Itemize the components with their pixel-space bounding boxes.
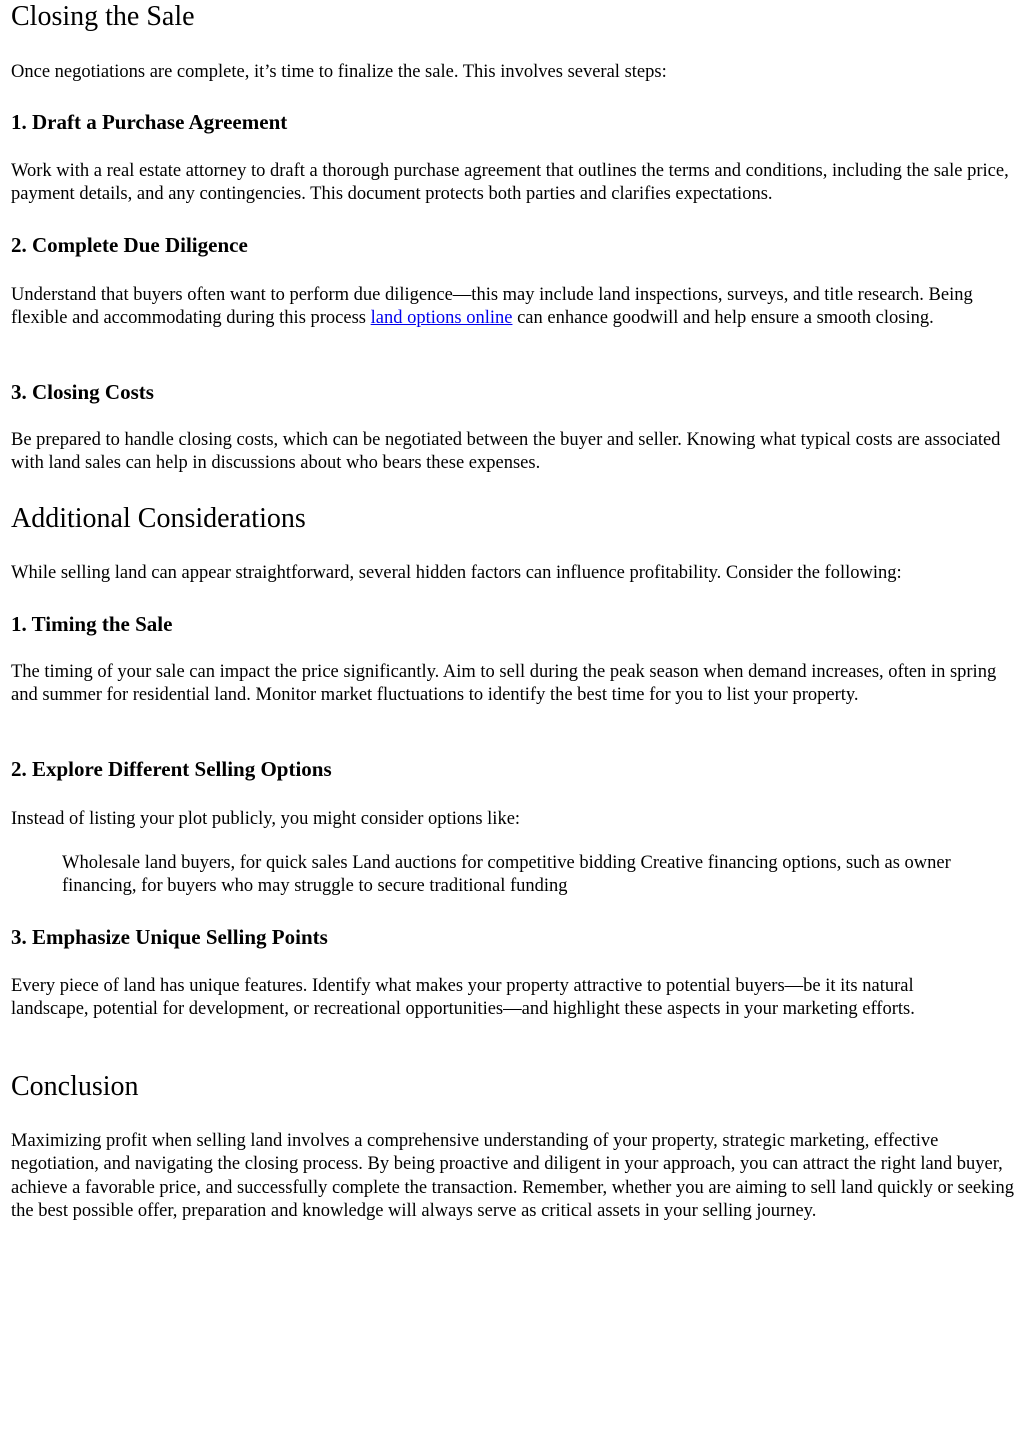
paragraph-timing: The timing of your sale can impact the price significantly. Aim to sell during the peak season when demand increases, often in spring and summer for residential land. Monitor market fluctuations to identify the best time for you to list your property. (11, 662, 997, 706)
subheading-due-diligence: 2. Complete Due Diligence (11, 233, 248, 257)
due-diligence-text-before: Understand that buyers often want to perform due diligence—this may include land inspections, surveys, and title research. Being flexible and accommodating during this process (11, 285, 973, 329)
paragraph-unique-points: Every piece of land has unique features. Identify what makes your property attractive to potential buyers—be it its natural landscape, potential for development, or recreational opportunities—and highlight these aspects in your marketing efforts. (11, 976, 915, 1020)
paragraph-selling-options: Instead of listing your plot publicly, you might consider options like: (11, 809, 521, 829)
subheading-closing-costs: 3. Closing Costs (11, 380, 154, 404)
paragraph-additional-intro: While selling land can appear straightforward, several hidden factors can influence profitability. Consider the following: (11, 563, 902, 583)
subheading-timing: 1. Timing the Sale (11, 612, 173, 636)
selling-options-quote: Wholesale land buyers, for quick sales Land auctions for competitive bidding Creative financing options, such as owner financing, for buyers who may struggle to secure traditional funding (62, 853, 951, 897)
section-heading-closing: Closing the Sale (11, 1, 195, 32)
section-heading-conclusion: Conclusion (11, 1071, 139, 1102)
paragraph-due-diligence (11, 284, 1014, 331)
subheading-selling-options: 2. Explore Different Selling Options (11, 757, 332, 781)
paragraph-closing-intro: Once negotiations are complete, it’s time to finalize the sale. This involves several steps: (11, 62, 667, 82)
subheading-draft-agreement: 1. Draft a Purchase Agreement (11, 110, 288, 134)
paragraph-draft-agreement: Work with a real estate attorney to draft a thorough purchase agreement that outlines the terms and conditions, including the sale price, payment details, and any contingencies. This document protects both parties and clarifies expectations. (11, 161, 1009, 205)
section-heading-additional: Additional Considerations (11, 503, 306, 534)
paragraph-conclusion: Maximizing profit when selling land involves a comprehensive understanding of your property, strategic marketing, effective negotiation, and navigating the closing process. By being proactive and diligent in your approach, you can attract the right land buyer, achieve a favorable price, and successfully complete the transaction. Remember, whether you are aiming to sell land quickly or seeking the best possible offer, preparation and knowledge will always serve as critical assets in your selling journey. (11, 1131, 1015, 1221)
paragraph-closing-costs: Be prepared to handle closing costs, which can be negotiated between the buyer and seller. Knowing what typical costs are associated with land sales can help in discussions about who bears these expenses. (11, 430, 1001, 474)
due-diligence-text-after: can enhance goodwill and help ensure a smooth closing. (512, 308, 934, 329)
land-options-link[interactable]: land options online (370, 308, 513, 329)
subheading-unique-points: 3. Emphasize Unique Selling Points (11, 925, 328, 949)
